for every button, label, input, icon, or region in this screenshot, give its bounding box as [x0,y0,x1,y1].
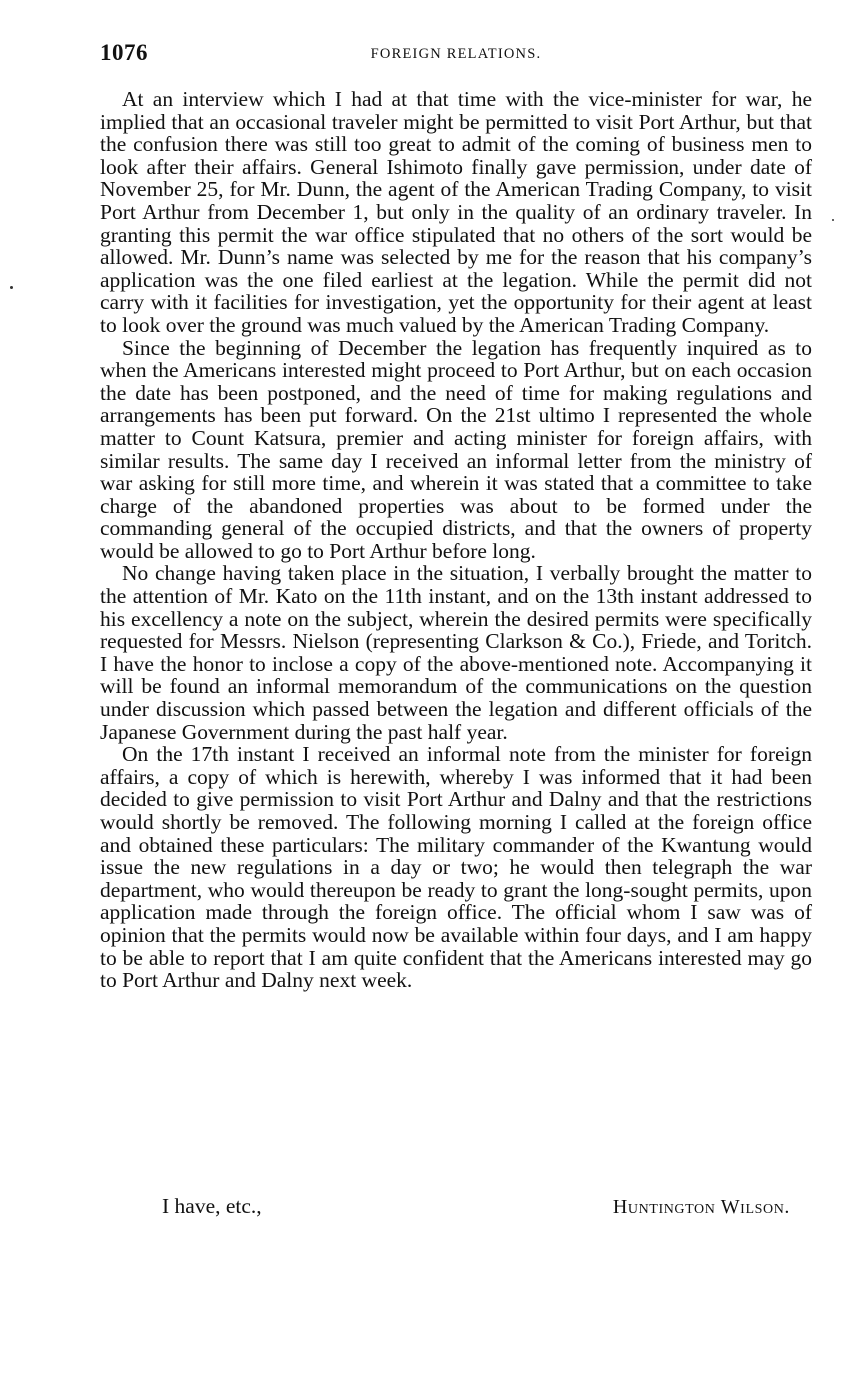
letter-closing [100,1194,812,1220]
running-head [100,40,812,70]
paragraph-3: No change having taken place in the situation, I verbally brought the matter to the attention of Mr. Kato on the 11th instant, and on the 13th instant addressed to his excellency a note on the subject, wherein the desired permits were specifically requested for Messrs. Nielson (representing Clarkson & Co.), Friede, and Toritch. I have the honor to inclose a copy of the above-mentioned note. Accompanying it will be found an informal memorandum of the communications on the question under discussion which passed between the legation and different officials of the Japanese Government during the past half year. [100,561,812,744]
header-title: FOREIGN RELATIONS. [370,46,542,62]
scan-speck [832,219,834,221]
paragraph-4: On the 17th instant I received an informal note from the minister for foreign affairs, a copy of which is herewith, whereby I was informed that it had been decided to give permission to visit Port Arthur and Dalny and that the restrictions would shortly be removed. The following morning I called at the foreign office and obtained these particulars: The military commander of the Kwantung would issue the new regulations in a day or two; he would then telegraph the war department, who would thereupon be ready to grant the long-sought permits, upon application made through the foreign office. The official whom I saw was of opinion that the permits would now be available within four days, and I am happy to be able to report that I am quite confident that the Americans interested may go to Port Arthur and Dalny next week. [100,742,812,993]
letter-body [100,88,812,992]
page-number: 1076 [100,40,148,65]
paragraph-1: At an interview which I had at that time with the vice-minister for war, he implied that an occasional traveler might be permitted to visit Port Arthur, but that the confusion there was still too great to admit of the coming of business men to look after their affairs. General Ishimoto finally gave permission, under date of November 25, for Mr. Dunn, the agent of the American Trading Company, to visit Port Arthur from December 1, but only in the quality of an ordinary traveler. In granting this permit the war office stipulated that no others of the sort would be allowed. Mr. Dunn’s name was selected by me for the reason that his company’s application was the one filed earliest at the legation. While the permit did not carry with it facilities for investigation, yet the opportunity for their agent at least to look over the ground was much valued by the American Trading Company. [100,87,812,337]
paragraph-2: Since the beginning of December the legation has frequently inquired as to when the Americans interested might proceed to Port Arthur, but on each occasion the date has been postponed, and the need of time for making regulations and arrangements has been put forward. On the 21st ultimo I represented the whole matter to Count Katsura, premier and acting minister for foreign affairs, with similar results. The same day I received an informal letter from the ministry of war asking for still more time, and wherein it was stated that a committee to take charge of the abandoned properties was about to be formed under the commanding general of the occupied districts, and that the owners of property would be allowed to go to Port Arthur before long. [100,335,812,563]
signature: Huntington Wilson. [612,1196,790,1218]
closing-phrase: I have, etc., [162,1194,262,1218]
scan-speck [10,286,13,289]
